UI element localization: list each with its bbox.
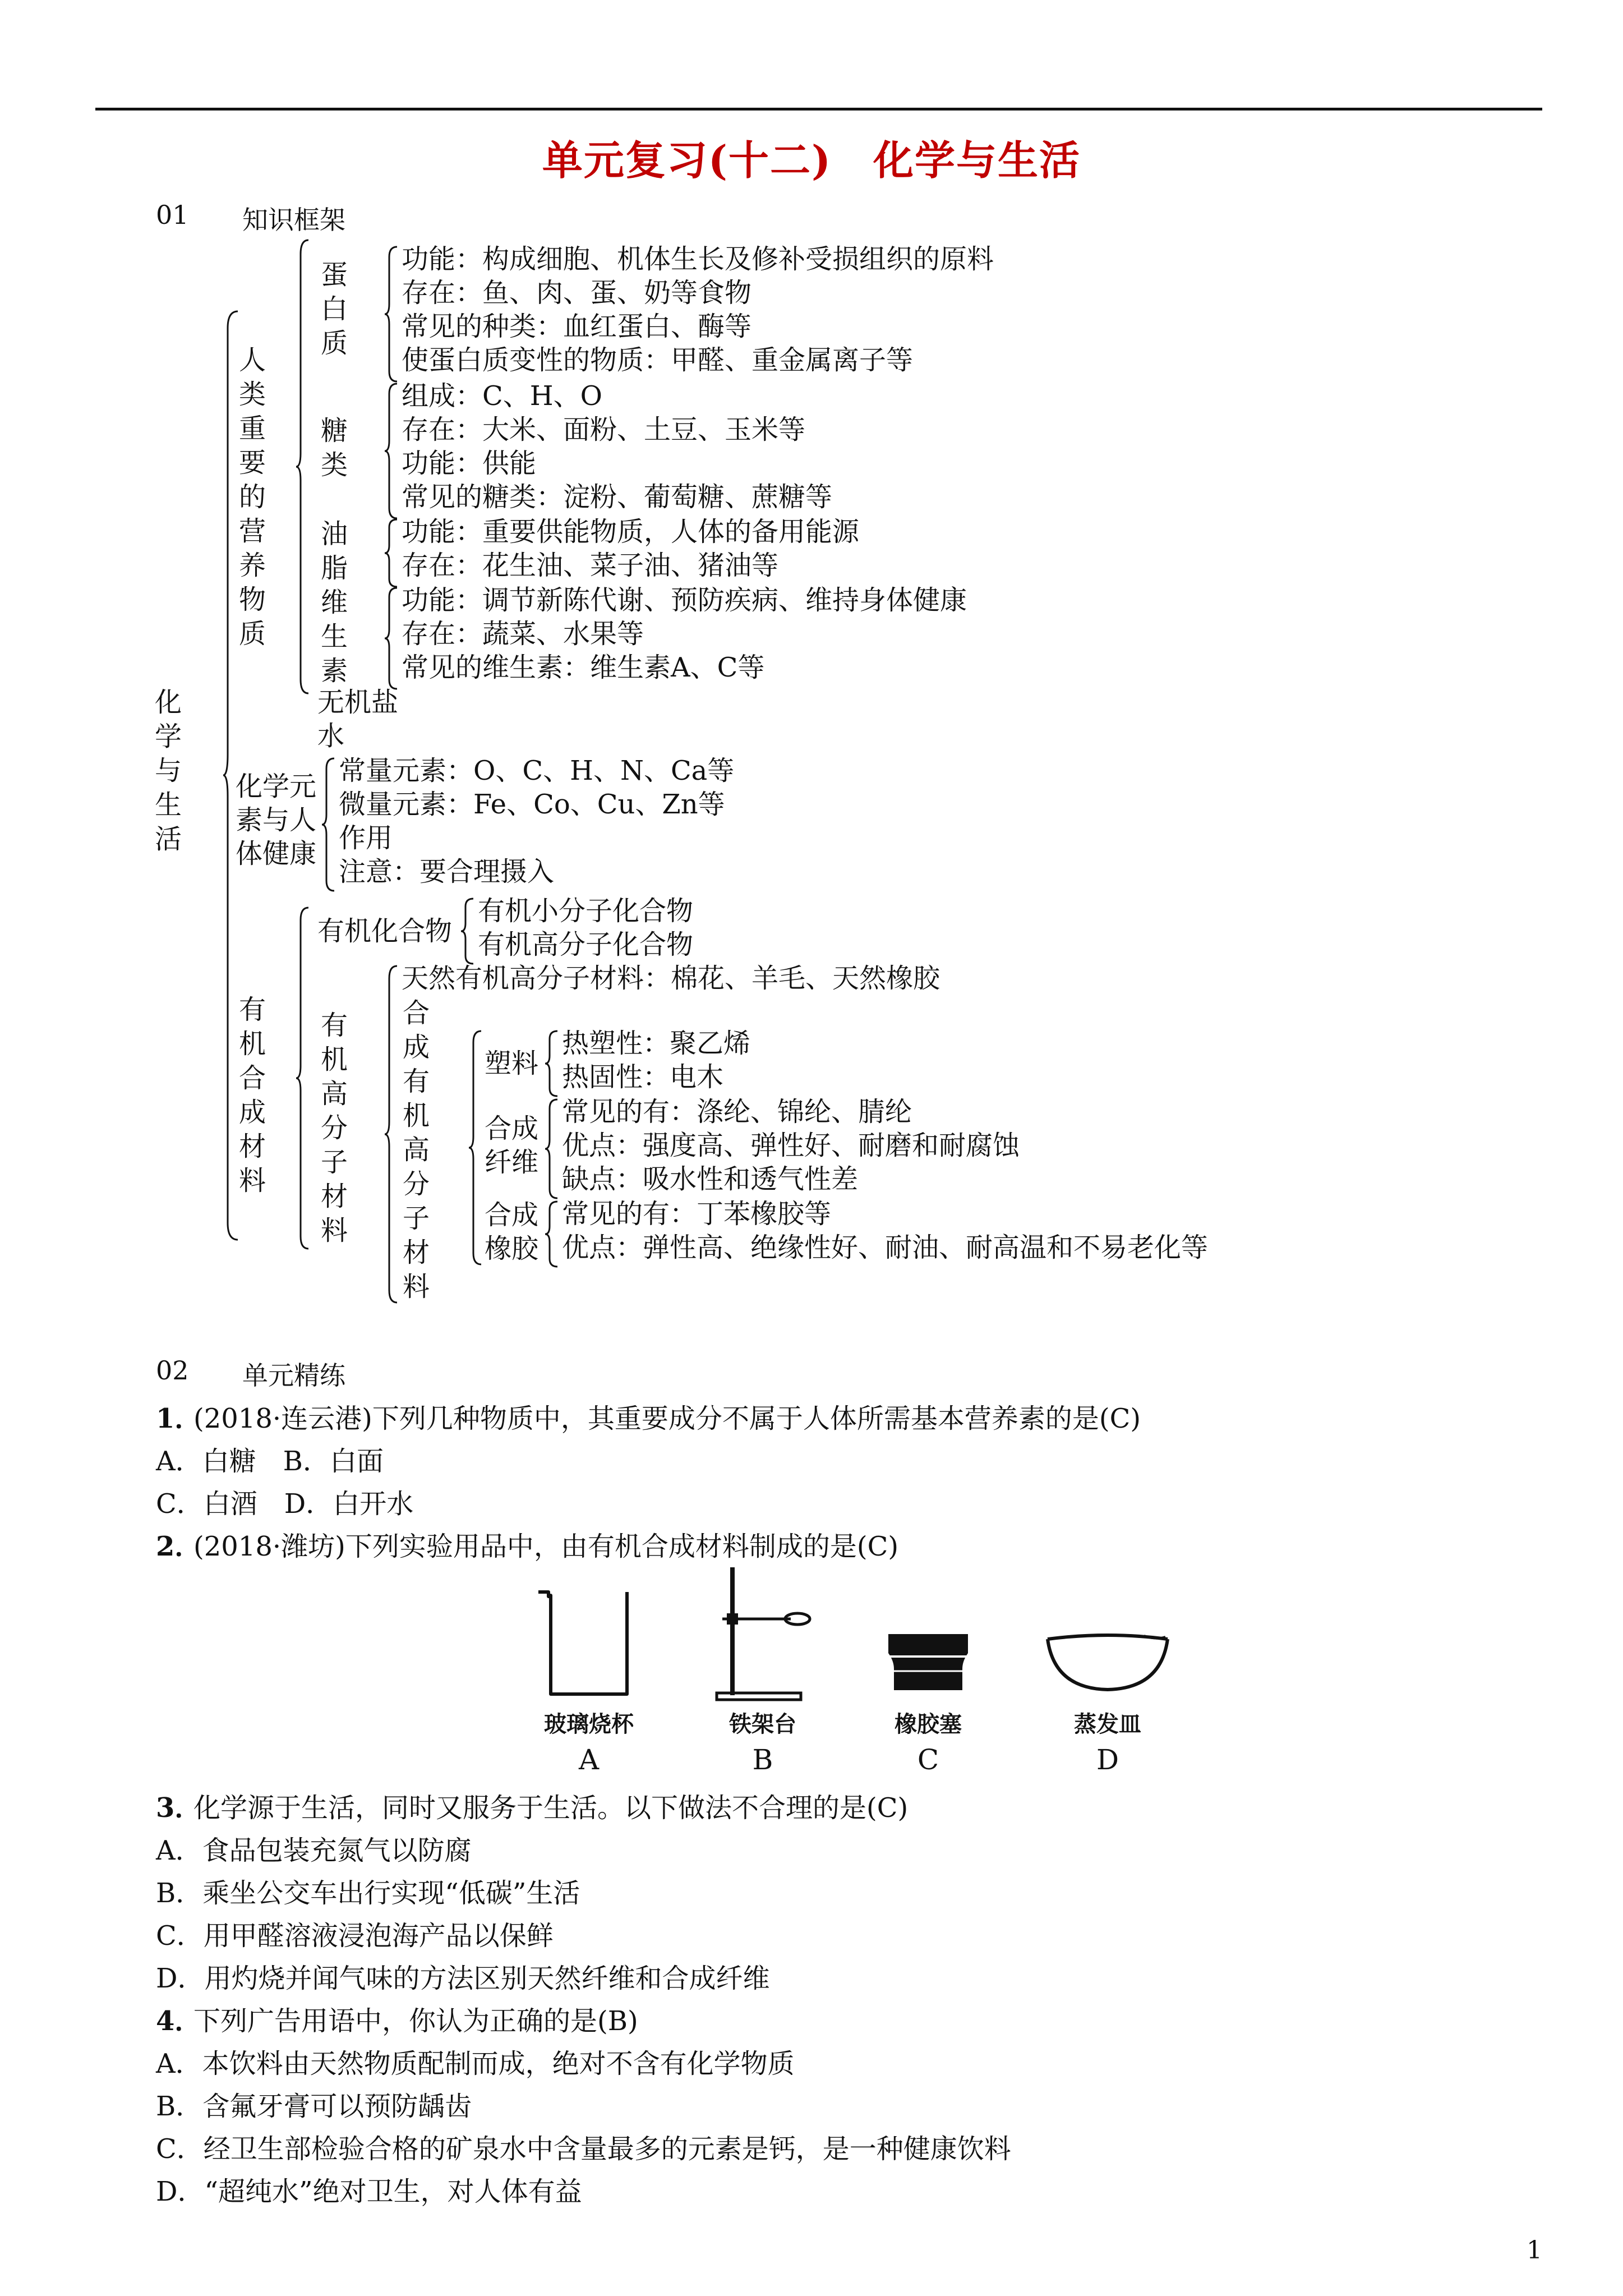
vitamin-brace <box>385 588 398 689</box>
rubber-label: 合成 <box>485 1199 539 1231</box>
page-number: 1 <box>1527 2236 1542 2265</box>
protein-item: 存在：鱼、肉、蛋、奶等食物 <box>402 277 752 309</box>
rubber-brace <box>545 1202 559 1267</box>
materials-label: 有机合成材料 <box>238 994 266 1197</box>
sugar-brace <box>385 384 398 518</box>
question-stem: 下列广告用语中，你认为正确的是(B) <box>193 2005 638 2037</box>
question-option: C．用甲醛溶液浸泡海产品以保鲜 <box>156 1920 554 1952</box>
organic-item: 有机高分子化合物 <box>478 929 694 960</box>
question-number: 1． <box>156 1403 202 1434</box>
question-stem: (2018·连云港)下列几种物质中，其重要成分不属于人体所需基本营养素的是(C) <box>193 1403 1141 1434</box>
sugar-item: 存在：大米、面粉、土豆、玉米等 <box>402 414 806 445</box>
option-caption: 橡胶塞 <box>895 1711 962 1737</box>
plastic-item: 热固性：电木 <box>562 1061 724 1093</box>
question-option: D．“超纯水”绝对卫生，对人体有益 <box>156 2176 582 2207</box>
question-number: 2． <box>156 1531 202 1562</box>
nutrients-brace <box>296 240 310 693</box>
question-number: 4． <box>156 2005 202 2037</box>
question-options: C．白酒 D．白开水 <box>156 1488 414 1520</box>
fiber-item: 缺点：吸水性和透气性差 <box>562 1163 859 1195</box>
section-title: 知识框架 <box>242 205 345 235</box>
vitamin-label: 维生素 <box>320 587 348 687</box>
question-options: A．白糖 B．白面 <box>156 1446 384 1477</box>
section-number: 01 <box>156 200 189 230</box>
natural-polymer: 天然有机高分子材料：棉花、羊毛、天然橡胶 <box>402 963 940 994</box>
water-label: 水 <box>317 720 345 752</box>
section-title: 单元精练 <box>242 1360 345 1391</box>
vitamin-item: 存在：蔬菜、水果等 <box>402 618 644 650</box>
fiber-label: 纤维 <box>485 1147 539 1178</box>
elements-item: 作用 <box>339 822 393 854</box>
rubber-stopper-icon <box>880 1630 976 1697</box>
beaker-icon <box>533 1588 645 1700</box>
organic-label: 有机化合物 <box>317 915 453 947</box>
protein-item: 常见的种类：血红蛋白、酶等 <box>402 311 752 342</box>
elements-brace <box>322 758 335 891</box>
fiber-item: 常见的有：涤纶、锦纶、腈纶 <box>562 1096 912 1128</box>
plastic-item: 热塑性：聚乙烯 <box>562 1028 751 1059</box>
option-caption: 蒸发皿 <box>1074 1711 1141 1737</box>
option-letter: D <box>1096 1743 1119 1776</box>
polymer-brace <box>385 966 398 1303</box>
protein-item: 使蛋白质变性的物质：甲醛、重金属离子等 <box>402 344 914 376</box>
option-caption: 铁架台 <box>729 1711 796 1737</box>
plastic-label: 塑料 <box>485 1048 539 1079</box>
polymer-label: 有机高分子材料 <box>320 1010 348 1246</box>
option-letter: B <box>752 1743 773 1776</box>
salt-label: 无机盐 <box>317 687 399 718</box>
question-stem: (2018·潍坊)下列实验用品中，由有机合成材料制成的是(C) <box>193 1531 899 1562</box>
question-option: C．经卫生部检验合格的矿泉水中含量最多的元素是钙，是一种健康饮料 <box>156 2133 1011 2165</box>
option-letter: C <box>917 1743 939 1776</box>
organic-item: 有机小分子化合物 <box>478 895 694 927</box>
sugar-item: 常见的糖类：淀粉、葡萄糖、蔗糖等 <box>402 481 833 513</box>
question-stem: 化学源于生活，同时又服务于生活。以下做法不合理的是(C) <box>193 1792 909 1824</box>
evaporating-dish-icon <box>1043 1627 1172 1694</box>
protein-label: 蛋白质 <box>320 259 348 359</box>
fiber-label: 合成 <box>485 1113 539 1144</box>
iron-stand-icon <box>701 1565 824 1705</box>
fat-label: 油脂 <box>320 518 348 584</box>
vitamin-item: 功能：调节新陈代谢、预防疾病、维持身体健康 <box>402 585 967 616</box>
question-option: A．本饮料由天然物质配制而成，绝对不含有化学物质 <box>156 2048 795 2079</box>
page-title: 单元复习(十二) 化学与生活 <box>542 136 1081 184</box>
rubber-label: 橡胶 <box>485 1233 539 1264</box>
organic-brace <box>461 899 474 964</box>
question-option: D．用灼烧并闻气味的方法区别天然纤维和合成纤维 <box>156 1963 770 1994</box>
option-letter: A <box>578 1743 600 1776</box>
vitamin-item: 常见的维生素：维生素A、C等 <box>402 652 765 683</box>
fiber-brace <box>545 1099 559 1198</box>
fiber-item: 优点：强度高、弹性好、耐磨和耐腐蚀 <box>562 1130 1020 1161</box>
synthetic-label: 合成有机高分子材料 <box>402 997 430 1303</box>
materials-brace <box>296 908 310 1249</box>
elements-label: 素与人 <box>236 804 317 836</box>
question-number: 3． <box>156 1792 202 1824</box>
rubber-item: 常见的有：丁苯橡胶等 <box>562 1198 832 1230</box>
question-option: A．食品包装充氮气以防腐 <box>156 1835 472 1866</box>
fat-item: 功能：重要供能物质，人体的备用能源 <box>402 516 860 547</box>
sugar-label: 糖类 <box>320 415 348 481</box>
elements-item: 常量元素：O、C、H、N、Ca等 <box>339 755 735 786</box>
sugar-item: 组成：C、H、O <box>402 380 602 412</box>
elements-label: 化学元 <box>236 771 317 802</box>
rubber-item: 优点：弹性高、绝缘性好、耐油、耐高温和不易老化等 <box>562 1232 1209 1263</box>
fat-item: 存在：花生油、菜子油、猪油等 <box>402 550 779 581</box>
fat-brace <box>385 519 398 587</box>
framework-root: 化学与生活 <box>154 687 182 855</box>
protein-brace <box>385 247 398 381</box>
nutrients-label: 人类重要的营养物质 <box>238 344 266 650</box>
top-rule <box>95 108 1542 111</box>
elements-item: 注意：要合理摄入 <box>339 856 555 887</box>
question-option: B．乘坐公交车出行实现“低碳”生活 <box>156 1878 580 1909</box>
plastic-brace <box>545 1031 559 1096</box>
sugar-item: 功能：供能 <box>402 448 537 479</box>
synthetic-brace <box>469 1031 482 1264</box>
elements-label: 体健康 <box>236 838 317 869</box>
question-option: B．含氟牙膏可以预防龋齿 <box>156 2091 472 2122</box>
option-caption: 玻璃烧杯 <box>544 1711 634 1737</box>
section-number: 02 <box>156 1355 189 1386</box>
elements-item: 微量元素：Fe、Co、Cu、Zn等 <box>339 789 725 820</box>
protein-item: 功能：构成细胞、机体生长及修补受损组织的原料 <box>402 243 994 275</box>
